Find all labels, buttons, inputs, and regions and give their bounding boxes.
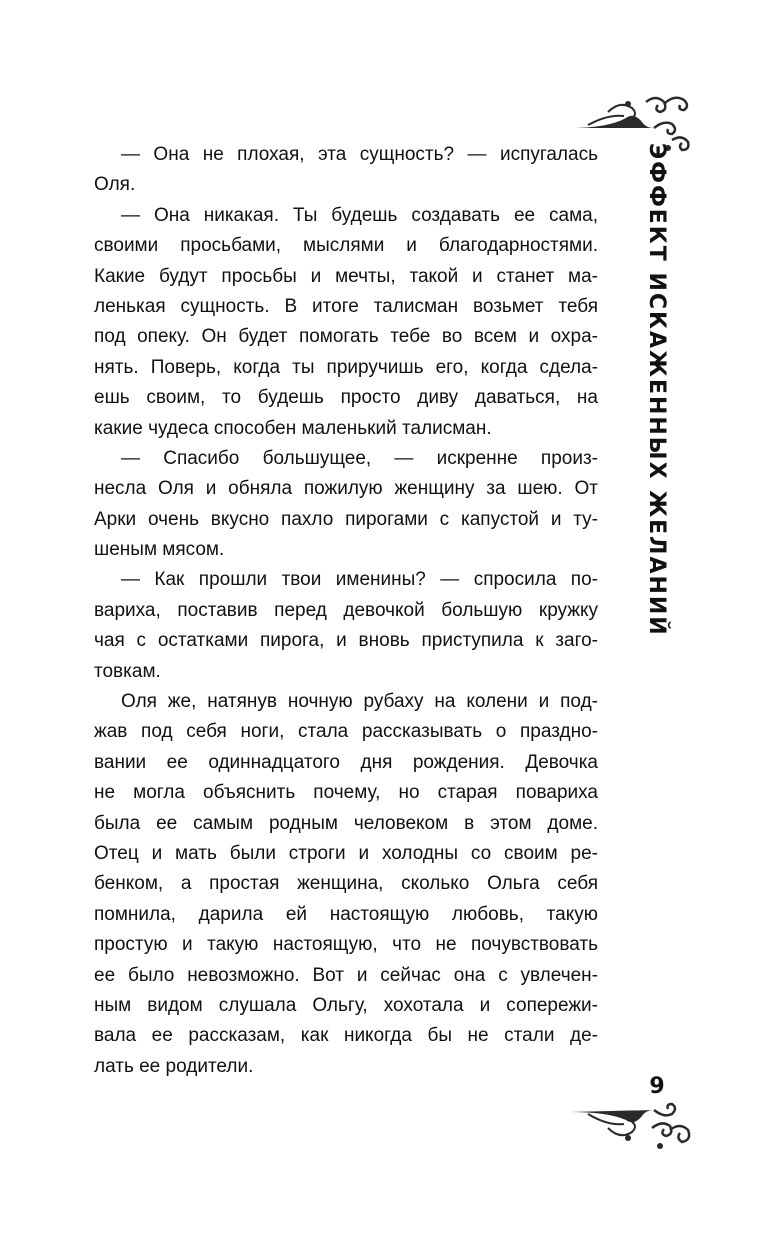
page-number: 9 — [649, 1074, 665, 1099]
text-line: ным видом слушала Ольгу, хохотала и сопережи- — [94, 994, 598, 1016]
text-line: своими просьбами, мыслями и благодарностями. — [94, 235, 598, 257]
body-text — [94, 140, 598, 1082]
bottom-ornament-icon — [568, 1098, 696, 1154]
text-line: чая с остатками пирога, и вновь приступила к заго- — [94, 630, 598, 652]
text-line: была ее самым родным человеком в этом доме. — [94, 812, 598, 834]
text-line: не могла объяснить почему, но старая повариха — [94, 782, 598, 804]
text-line: несла Оля и обняла пожилую женщину за шею. От — [94, 478, 598, 500]
text-line: простую и такую настоящую, что не почувствовать — [94, 934, 598, 956]
text-line: бенком, а простая женщина, сколько Ольга себя — [94, 873, 598, 895]
text-line: вании ее одиннадцатого дня рождения. Девочка — [94, 751, 598, 773]
text-line: какие чудеса способен маленький талисман. — [94, 417, 492, 439]
text-line: нять. Поверь, когда ты приручишь его, когда сдела- — [94, 356, 598, 378]
text-line: товкам. — [94, 660, 161, 682]
text-line: Отец и мать были строги и холодны со своим ре- — [94, 842, 598, 864]
text-line: ленькая сущность. В итоге талисман возьмет тебя — [94, 295, 598, 317]
text-line: ее было невозможно. Вот и сейчас она с увлечен- — [94, 964, 598, 986]
text-line: — Как прошли твои именины? — спросила по- — [121, 569, 598, 591]
text-line: — Спасибо большущее, — искренне произ- — [121, 447, 598, 469]
text-line: Арки очень вкусно пахло пирогами с капустой и ту- — [94, 508, 598, 530]
text-line: — Она никакая. Ты будешь создавать ее сама, — [121, 204, 598, 226]
text-line: вариха, поставив перед девочкой большую кружку — [94, 599, 598, 621]
text-line: Какие будут просьбы и мечты, такой и станет ма- — [94, 265, 598, 287]
text-line: помнила, дарила ей настоящую любовь, такую — [94, 903, 598, 925]
text-line: жав под себя ноги, стала рассказывать о праздно- — [94, 721, 598, 743]
text-line: лать ее родители. — [94, 1055, 254, 1077]
text-line: — Она не плохая, эта сущность? — испугалась — [121, 144, 598, 165]
running-title: ЭФФЕКТ ИСКАЖЕННЫХ ЖЕЛАНИЙ — [644, 143, 669, 637]
text-line: под опеку. Он будет помогать тебе во всем и охра- — [94, 326, 598, 348]
text-line: шеным мясом. — [94, 539, 225, 561]
text-line: Оля. — [94, 174, 136, 196]
text-line: вала ее рассказам, как никогда бы не стали де- — [94, 1025, 598, 1047]
text-line: ешь своим, то будешь просто диву даваться, на — [94, 387, 598, 409]
text-line: Оля же, натянув ночную рубаху на колени и под- — [121, 691, 598, 713]
